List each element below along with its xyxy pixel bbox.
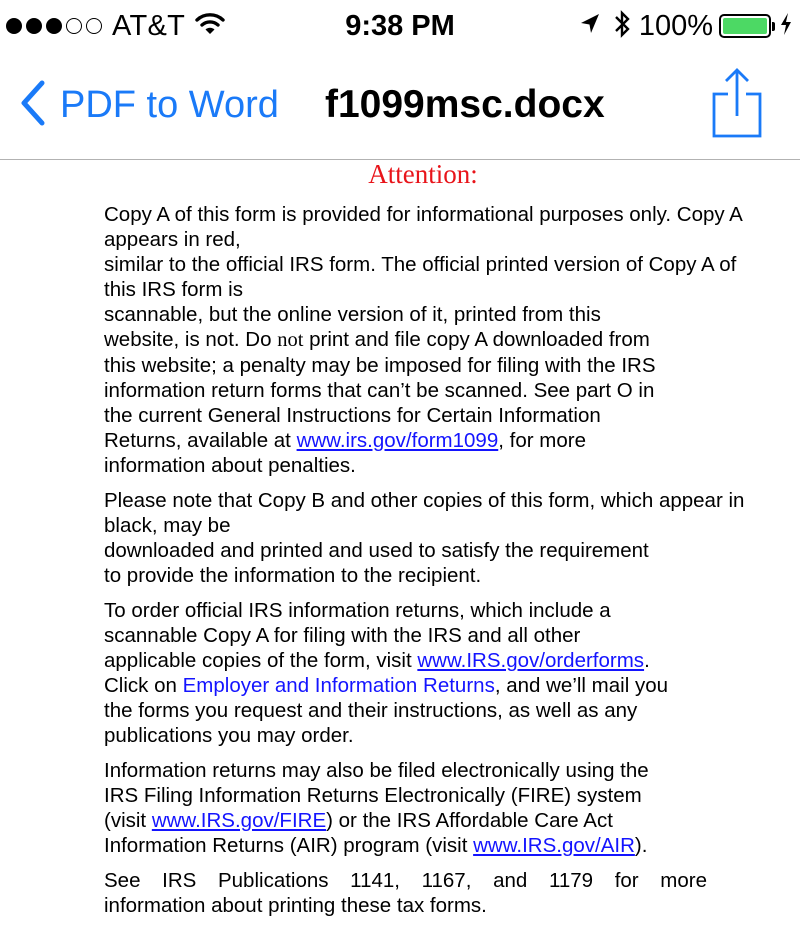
text-line: downloaded and printed and used to satisfy the requirement [104,539,649,562]
text-line [104,327,800,353]
paragraph-publications [104,868,707,918]
chevron-left-icon [20,80,46,131]
link-form1099[interactable]: www.irs.gov/form1099 [296,429,499,452]
text-run: (visit [104,809,152,832]
text-run: . [644,649,650,672]
text-line: scannable, but the online version of it, printed from this [104,303,601,326]
text-line: Copy A of this form is provided for informational purposes only. Copy A [104,203,743,226]
emphasis-not: not [277,329,304,351]
document-body [104,202,800,928]
status-time: 9:38 PM [345,10,455,42]
charging-bolt-icon [780,13,792,40]
share-button[interactable] [708,64,766,142]
battery-level-fill [723,18,767,34]
text-line: this website; a penalty may be imposed for filing with the IRS [104,354,656,377]
back-button-label: PDF to Word [60,83,279,126]
text-line: information about printing these tax forms. [104,894,487,917]
text-run: ) or the IRS Affordable Care Act [326,809,613,832]
text-line: To order official IRS information returns, which include a [104,599,611,622]
text-line: Information returns may also be filed electronically using the [104,759,649,782]
text-line: See IRS Publications 1141, 1167, and 1179 for more [104,869,707,892]
text-line [104,648,800,673]
navigation-bar [0,54,800,160]
text-run: applicable copies of the form, visit [104,649,418,672]
carrier-name: AT&T [112,9,186,42]
text-line: the current General Instructions for Certain Information [104,404,601,427]
text-run: website, is not. Do [104,328,278,351]
text-line [104,428,800,453]
text-line: black, may be [104,514,231,537]
attention-heading: Attention: [368,160,478,189]
text-run: print and file copy A downloaded from [303,328,650,351]
text-line: information return forms that can’t be scanned. See part O in [104,379,655,402]
share-icon [708,64,766,142]
text-run: , for more [498,429,586,452]
battery-percent: 100% [638,9,713,42]
text-line [104,673,800,698]
text-line: information about penalties. [104,454,356,477]
battery-icon [719,14,771,38]
link-fire[interactable]: www.IRS.gov/FIRE [151,809,327,832]
text-line: publications you may order. [104,724,354,747]
paragraph-electronic-filing [104,758,800,858]
text-run: , and we’ll mail you [494,674,669,697]
status-bar-right [579,8,792,44]
text-run: Information Returns (AIR) program (visit [104,834,474,857]
text-line: the forms you request and their instructions, as well as any [104,699,638,722]
text-line: Please note that Copy B and other copies of this form, which appear in [104,489,745,512]
page-title: f1099msc.docx [325,83,605,126]
text-run: ). [634,834,648,857]
text-run: Click on [104,674,183,697]
text-line: scannable Copy A for filing with the IRS and all other [104,624,581,647]
text-line: to provide the information to the recipient. [104,564,482,587]
paragraph-copy-a [104,202,800,478]
text-line: IRS Filing Information Returns Electronically (FIRE) system [104,784,642,807]
text-line [104,833,800,858]
link-orderforms[interactable]: www.IRS.gov/orderforms [417,649,645,672]
location-arrow-icon [579,12,601,41]
document-view[interactable] [0,160,800,936]
link-employer-information-returns[interactable]: Employer and Information Returns [182,674,495,697]
battery-nub [772,22,775,31]
text-line: this IRS form is [104,278,243,301]
text-run: Returns, available at [104,429,297,452]
text-line: similar to the official IRS form. The official printed version of Copy A of [104,253,737,276]
paragraph-order-forms [104,598,800,748]
back-button[interactable] [20,82,279,128]
text-line: appears in red, [104,228,241,251]
status-bar [0,0,800,54]
bluetooth-icon [613,9,631,44]
link-air[interactable]: www.IRS.gov/AIR [473,834,635,857]
paragraph-copy-b [104,488,800,588]
text-line [104,808,800,833]
